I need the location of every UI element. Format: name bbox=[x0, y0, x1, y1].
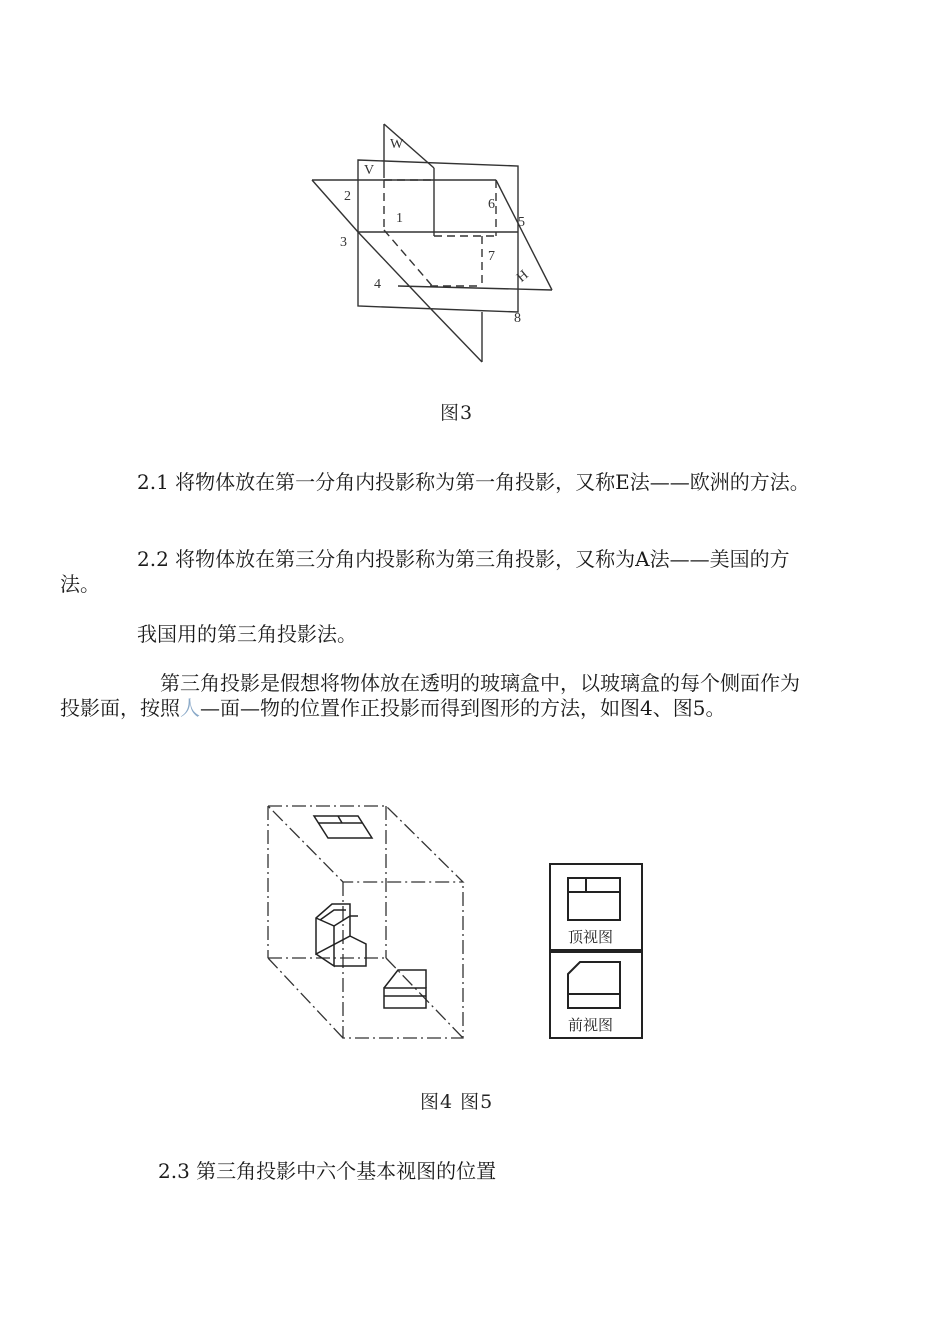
paragraph-2-1: 2.1 将物体放在第一分角内投影称为第一角投影，又称E法——欧洲的方法。 bbox=[137, 470, 810, 494]
paragraph-2-2-line-2: 法。 bbox=[60, 572, 100, 596]
figure-5-views bbox=[546, 862, 646, 1040]
top-view-label: 顶视图 bbox=[568, 928, 614, 946]
label-5: 5 bbox=[518, 215, 525, 230]
paragraph-third-angle-line-2 bbox=[60, 696, 725, 720]
front-view-label: 前视图 bbox=[568, 1016, 614, 1034]
label-3: 3 bbox=[340, 235, 347, 250]
label-w: W bbox=[390, 137, 404, 152]
figure-4-5-caption: 图4 图5 bbox=[420, 1091, 494, 1113]
paragraph-2-3: 2.3 第三角投影中六个基本视图的位置 bbox=[158, 1159, 497, 1183]
label-1: 1 bbox=[396, 211, 403, 226]
paragraph-third-angle-line-1: 第三角投影是假想将物体放在透明的玻璃盒中，以玻璃盒的每个侧面作为 bbox=[160, 671, 800, 695]
paragraph-2-2-line-1: 2.2 将物体放在第三分角内投影称为第三角投影，又称为A法——美国的方 bbox=[137, 547, 790, 571]
figure-4-glass-box bbox=[258, 798, 478, 1048]
label-v: V bbox=[364, 163, 375, 178]
paragraph-china-method: 我国用的第三角投影法。 bbox=[137, 622, 357, 646]
label-h: H bbox=[514, 267, 532, 286]
paragraph-faint-char: 人 bbox=[180, 696, 200, 720]
figure-3-projection-planes bbox=[300, 118, 560, 370]
label-2: 2 bbox=[344, 189, 351, 204]
label-8: 8 bbox=[514, 311, 521, 326]
label-7: 7 bbox=[488, 249, 495, 264]
paragraph-text: 投影面，按照 bbox=[60, 696, 180, 720]
paragraph-text: —面—物的位置作正投影而得到图形的方法，如图4、图5。 bbox=[200, 696, 726, 720]
label-6: 6 bbox=[488, 197, 495, 212]
figure-3-caption: 图3 bbox=[440, 402, 474, 424]
label-4: 4 bbox=[374, 277, 381, 292]
